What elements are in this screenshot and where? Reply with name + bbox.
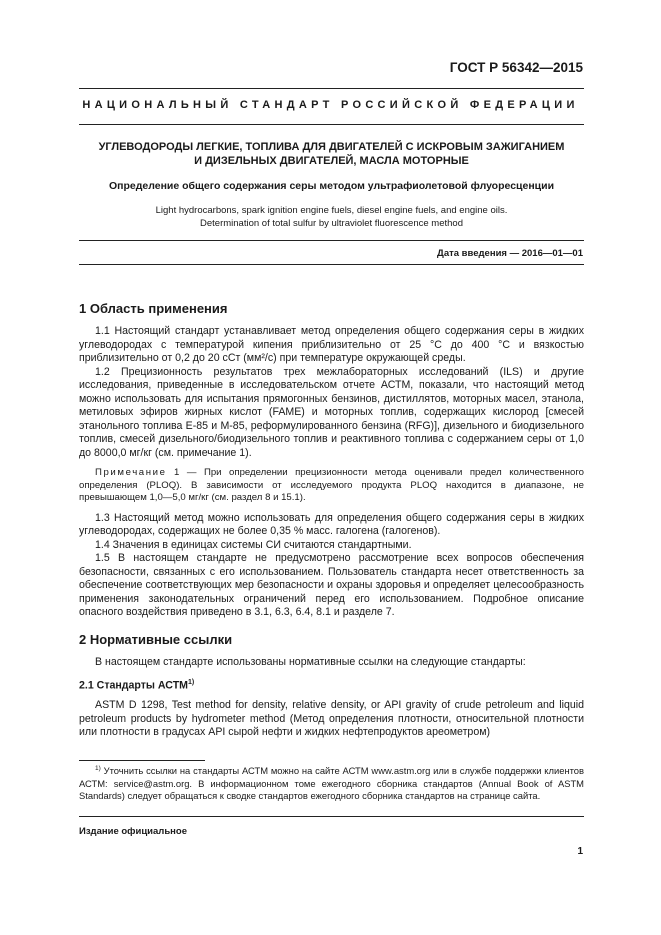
doc-number: ГОСТ Р 56342—2015: [449, 60, 583, 75]
header-bottom-rule: [79, 124, 584, 125]
document-subtitle: Определение общего содержания серы методом ультрафиолетовой флуоресценции: [108, 180, 555, 192]
intro-date: Дата введения — 2016—01—01: [437, 248, 583, 259]
paragraph-1-1: 1.1 Настоящий стандарт устанавливает метод определения общего содержания серы в жидких углеводородах с температурой кипения приблизительно от 25 °С до 400 °С и вязкостью приблизительно от 0,2 до 20 сСт (мм²/с) при температуре окружающей среды.: [79, 325, 584, 364]
footer-rule: [79, 816, 584, 817]
section-2-heading: 2 Нормативные ссылки: [79, 632, 233, 647]
english-title-line-2: Determination of total sulfur by ultraviolet fluorescence method: [200, 217, 463, 229]
intro-date-top-rule: [79, 240, 584, 241]
subsection-2-1-text: 2.1 Стандарты АСТМ: [79, 679, 188, 692]
title-line-2: И ДИЗЕЛЬНЫХ ДВИГАТЕЛЕЙ, МАСЛА МОТОРНЫЕ: [194, 155, 469, 167]
footnote: [79, 763, 584, 803]
edition-label: Издание официальное: [79, 826, 187, 837]
note-1: [79, 467, 584, 505]
title-line-1: УГЛЕВОДОРОДЫ ЛЕГКИЕ, ТОПЛИВА ДЛЯ ДВИГАТЕЛЕЙ С ИСКРОВЫМ ЗАЖИГАНИЕМ: [98, 141, 565, 153]
footnote-rule: [79, 760, 205, 761]
paragraph-1-3: 1.3 Настоящий метод можно использовать для определения общего содержания серы в жидких углеводородах, содержащих не более 0,35 % масс. галогена (галогенов).: [79, 511, 584, 537]
footnote-mark: 1): [95, 765, 101, 772]
section-2-intro-block: [79, 656, 584, 670]
national-standard-banner: НАЦИОНАЛЬНЫЙ СТАНДАРТ РОССИЙСКОЙ ФЕДЕРАЦИИ: [82, 99, 579, 111]
section-1-body: [79, 325, 584, 620]
english-title-line-1: Light hydrocarbons, spark ignition engine fuels, diesel engine fuels, and engine oils.: [155, 205, 508, 216]
footnote-paragraph: [79, 763, 584, 803]
section-2-references: [79, 699, 584, 740]
reference-astm-d1298: ASTM D 1298, Test method for density, relative density, or API gravity of crude petroleum and liquid petroleum products by hydrometer method (Метод определения плотности, относительной плотности или плотности в градусах API сырой нефти и жидких нефтепродуктов ареометром): [79, 699, 584, 738]
note-text: 1 — При определении прецизионности метода оценивали предел количественного определения (PLOQ). В зависимости от исследуемого продукта PLOQ находится в диапазоне, не превышающем 1,0—5,0 мг/кг (см. раздел 8 и 15.1).: [79, 467, 584, 503]
intro-date-bottom-rule: [79, 264, 584, 265]
footnote-ref-mark: 1): [188, 679, 195, 686]
english-title: [79, 205, 584, 230]
subsection-2-1-heading: [79, 679, 194, 692]
note-label: Примечание: [95, 467, 167, 478]
paragraph-1-2: 1.2 Прецизионность результатов трех межлабораторных исследований (ILS) и другие исследования, приведенные в исследовательском отчете АСТМ, показали, что настоящий метод можно использовать для испытания прямогонных бензинов, дистиллятов, моторных масел, этанола, метиловых эфиров жирных кислот (FAME) и моторных топлив, содержащих кислород [смесей этанольного топлива Е-85 и М-85, реформулированного бензина (RFG)], дизельного и биодизельного топлив, смесей дизельного/биодизельного топлив и реактивного топлива с содержанием серы от 1,0 до 8000,0 мг/кг (см. примечание 1).: [79, 365, 584, 459]
page-number: 1: [577, 846, 583, 857]
section-2-intro: В настоящем стандарте использованы нормативные ссылки на следующие стандарты:: [95, 656, 526, 668]
document-title: [79, 140, 584, 168]
paragraph-1-5: 1.5 В настоящем стандарте не предусмотрено рассмотрение всех вопросов обеспечения безопасности, связанных с его использованием. Пользователь стандарта несет ответственность за обеспечение соответствующих мер безопасности и охраны здоровья и определяет целесообразность применения законодательных ограничений перед его использованием. Подробное описание опасного воздействия приведено в 3.1, 6.3, 6.4, 8.1 и разделе 7.: [79, 552, 584, 618]
section-1-heading: 1 Область применения: [79, 301, 228, 316]
header-top-rule: [79, 88, 584, 89]
footnote-text: Уточнить ссылки на стандарты АСТМ можно на сайте АСТМ www.astm.org или в службе поддержки клиентов АСТМ: service@astm.org. В информационном томе ежегодного сборника стандартов (Annual Book of ASTM Standards) следует обращаться к сводке стандартов ежегодного сборника стандартов на странице сайта.: [79, 765, 585, 802]
paragraph-1-4: 1.4 Значения в единицах системы СИ считаются стандартными.: [95, 538, 412, 551]
